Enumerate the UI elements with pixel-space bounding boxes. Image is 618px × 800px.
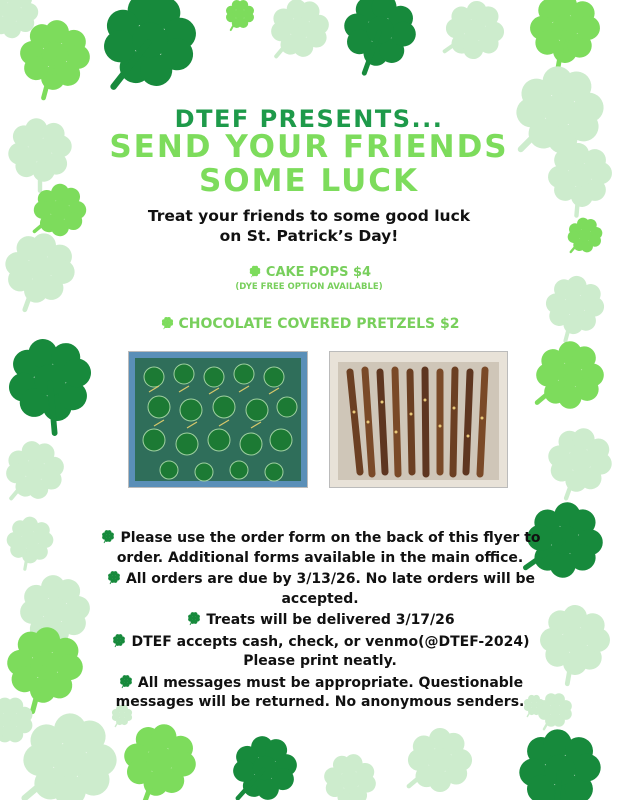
- pretzels-label: CHOCOLATE COVERED PRETZELS $2: [178, 316, 460, 332]
- shamrock-icon: [247, 263, 263, 279]
- detail-item: Please use the order form on the back of this flyer to order. Additional forms available in the main office.: [95, 527, 545, 568]
- pretzels-item: [0, 314, 618, 332]
- cake-pops-photo: [128, 351, 308, 488]
- detail-item: Treats will be delivered 3/17/26: [95, 609, 545, 631]
- cake-pops-label: CAKE POPS $4: [265, 265, 372, 280]
- detail-item: DTEF accepts cash, check, or venmo(@DTEF-2024): [95, 631, 545, 653]
- shamrock-icon: [110, 631, 128, 649]
- headline-line1: SEND YOUR FRIENDS: [109, 129, 509, 165]
- shamrock-icon: [185, 609, 203, 627]
- detail-item: All messages must be appropriate. Questionable messages will be returned. No anonymous senders.: [95, 672, 545, 713]
- order-details: [95, 527, 545, 713]
- shamrock-icon: [99, 527, 117, 545]
- shamrock-icon: [105, 568, 123, 586]
- cake-pops-item: [0, 263, 618, 280]
- intro-line1: Treat your friends to some good luck: [147, 207, 471, 225]
- detail-item: Please print neatly.: [243, 653, 397, 669]
- shamrock-icon: [159, 314, 176, 331]
- detail-item: All orders are due by 3/13/26. No late orders will be accepted.: [95, 568, 545, 609]
- intro-line2: on St. Patrick’s Day!: [219, 227, 399, 245]
- dye-free-note: (DYE FREE OPTION AVAILABLE): [235, 282, 383, 292]
- presents-heading: DTEF PRESENTS...: [174, 105, 444, 133]
- pretzels-photo: [329, 351, 508, 488]
- cake-pops-image: [129, 352, 307, 487]
- headline-line2: SOME LUCK: [198, 163, 420, 199]
- shamrock-icon: [117, 672, 135, 690]
- pretzels-image: [330, 352, 507, 487]
